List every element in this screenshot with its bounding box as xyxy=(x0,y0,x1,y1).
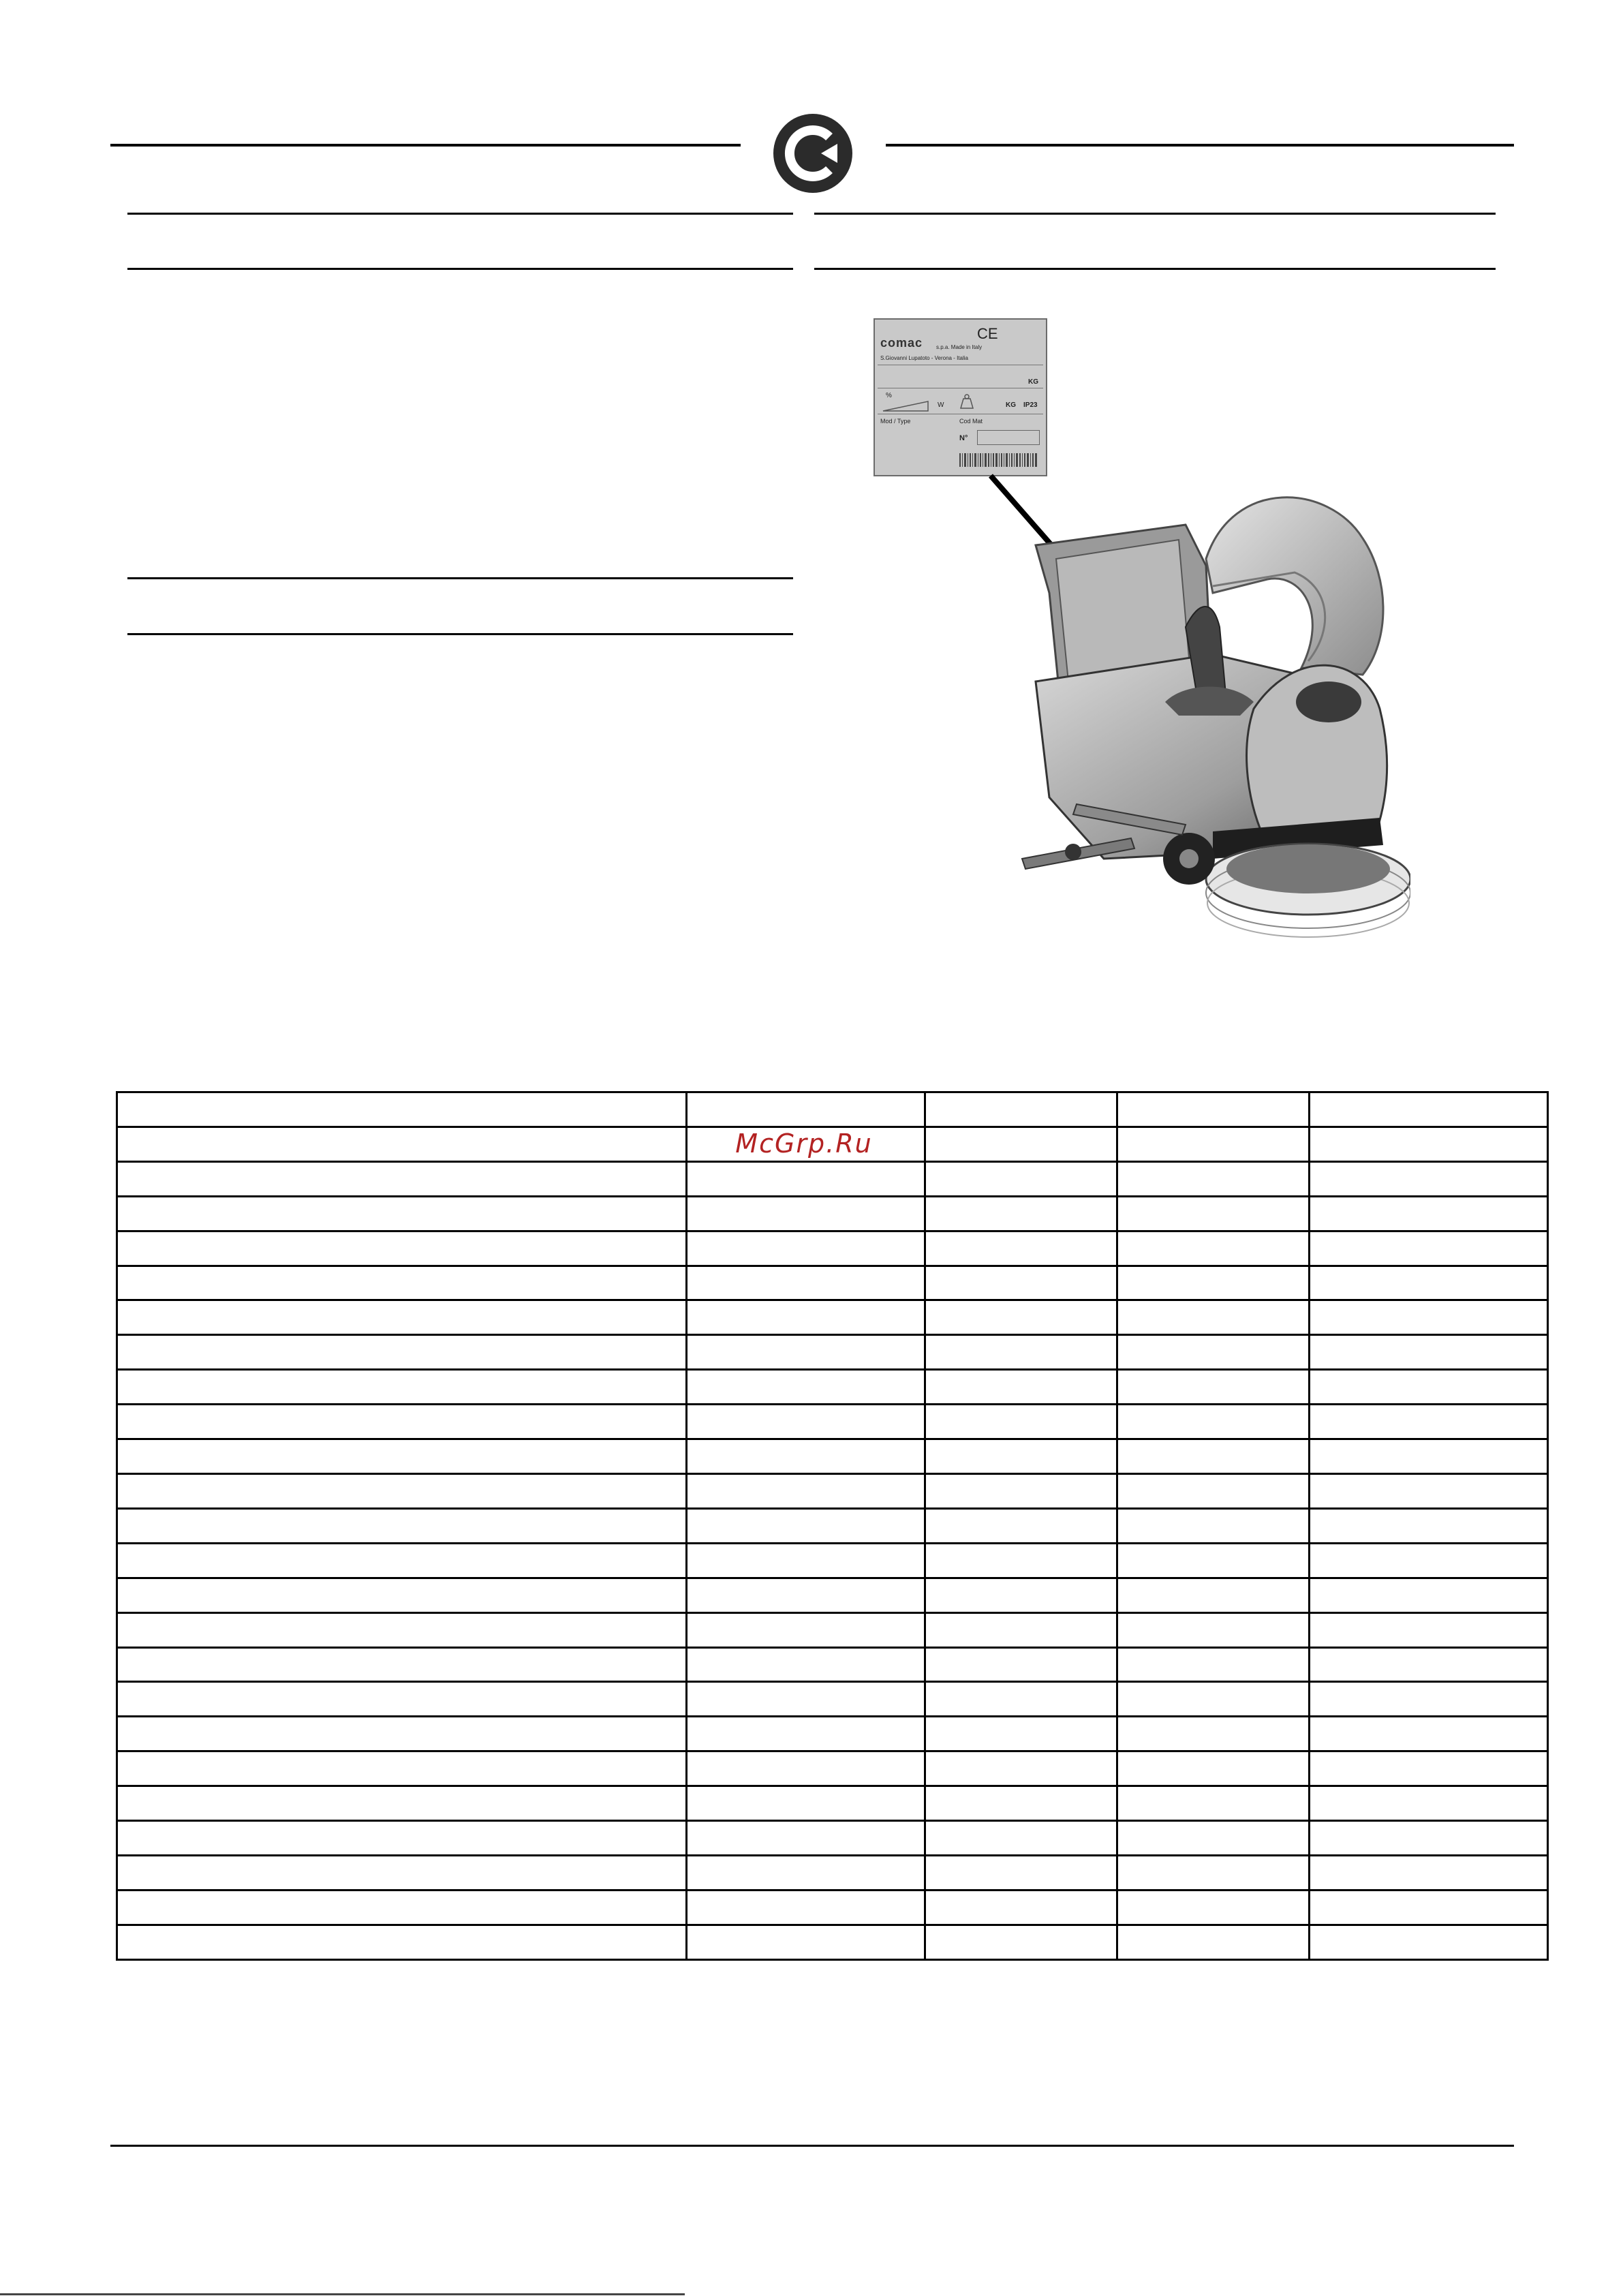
table-cell xyxy=(1310,1405,1548,1439)
section-3-bottom-rule xyxy=(814,268,1496,270)
table-cell xyxy=(1310,1161,1548,1196)
table-cell xyxy=(1310,1543,1548,1578)
table-cell xyxy=(925,1127,1117,1161)
table-cell xyxy=(687,1266,925,1300)
plate-kg-2: KG xyxy=(1006,401,1016,409)
table-cell xyxy=(687,1508,925,1543)
table-row xyxy=(117,1161,1548,1196)
table-cell xyxy=(1117,1508,1310,1543)
table-cell xyxy=(1310,1751,1548,1786)
table-row xyxy=(117,1647,1548,1682)
table-cell xyxy=(1117,1092,1310,1127)
table-cell xyxy=(925,1717,1117,1751)
table-cell xyxy=(1117,1405,1310,1439)
table-cell xyxy=(1117,1612,1310,1647)
table-cell xyxy=(117,1682,687,1717)
table-cell xyxy=(1310,1855,1548,1890)
table-cell xyxy=(925,1855,1117,1890)
table-cell xyxy=(925,1231,1117,1266)
table-cell xyxy=(1117,1647,1310,1682)
table-cell xyxy=(1117,1231,1310,1266)
table-cell xyxy=(925,1890,1117,1925)
table-cell xyxy=(687,1092,925,1127)
plate-model: Mod / Type xyxy=(880,418,911,425)
table-row xyxy=(117,1439,1548,1474)
table-cell xyxy=(925,1751,1117,1786)
table-cell xyxy=(687,1855,925,1890)
section-1-top-rule xyxy=(127,213,793,215)
table-cell xyxy=(1117,1543,1310,1578)
table-cell xyxy=(1310,1370,1548,1405)
watermark: McGrp.Ru xyxy=(735,1129,873,1159)
table-cell xyxy=(117,1335,687,1370)
table-cell xyxy=(117,1647,687,1682)
table-cell xyxy=(117,1821,687,1856)
section-3-top-rule xyxy=(814,213,1496,215)
plate-made-in: s.p.a. Made in Italy xyxy=(936,344,983,350)
table-row xyxy=(117,1890,1548,1925)
table-cell xyxy=(1310,1890,1548,1925)
table-cell xyxy=(687,1196,925,1231)
table-cell xyxy=(687,1543,925,1578)
slope-icon xyxy=(882,400,929,412)
footer-rule xyxy=(110,2145,1514,2147)
table-cell xyxy=(925,1473,1117,1508)
table-cell xyxy=(925,1821,1117,1856)
table-cell xyxy=(925,1647,1117,1682)
table-cell xyxy=(117,1612,687,1647)
table-cell xyxy=(1310,1231,1548,1266)
table-row xyxy=(117,1786,1548,1821)
table-cell xyxy=(687,1335,925,1370)
table-cell xyxy=(1117,1578,1310,1612)
table-cell xyxy=(925,1612,1117,1647)
plate-code: Cod Mat xyxy=(959,418,983,425)
comac-c-logo-icon xyxy=(772,112,854,194)
floor-scrubber-machine-illustration xyxy=(1008,477,1410,940)
table-cell xyxy=(687,1370,925,1405)
table-cell xyxy=(1310,1335,1548,1370)
table-cell xyxy=(687,1786,925,1821)
table-cell xyxy=(1310,1266,1548,1300)
table-cell xyxy=(925,1335,1117,1370)
table-row xyxy=(117,1543,1548,1578)
table-row xyxy=(117,1717,1548,1751)
table-cell xyxy=(925,1405,1117,1439)
plate-w: W xyxy=(938,401,944,409)
table-row xyxy=(117,1855,1548,1890)
plate-number: N° xyxy=(959,434,968,442)
section-2-top-rule xyxy=(127,577,793,579)
table-cell xyxy=(687,1405,925,1439)
table-cell xyxy=(1117,1786,1310,1821)
table-row xyxy=(117,1127,1548,1161)
header-rule-right xyxy=(886,144,1514,147)
plate-ip: IP23 xyxy=(1023,401,1038,409)
table-cell xyxy=(117,1751,687,1786)
table-cell xyxy=(1310,1612,1548,1647)
table-cell xyxy=(687,1127,925,1161)
table-cell xyxy=(925,1370,1117,1405)
table-cell xyxy=(117,1717,687,1751)
table-cell xyxy=(925,1925,1117,1959)
table-cell xyxy=(1117,1717,1310,1751)
table-cell xyxy=(117,1508,687,1543)
table-cell xyxy=(1117,1682,1310,1717)
table-cell xyxy=(1117,1335,1310,1370)
table-cell xyxy=(925,1543,1117,1578)
table-row xyxy=(117,1751,1548,1786)
table-row xyxy=(117,1473,1548,1508)
table-row xyxy=(117,1335,1548,1370)
table-row xyxy=(117,1300,1548,1335)
table-cell xyxy=(117,1231,687,1266)
table-cell xyxy=(687,1717,925,1751)
table-cell xyxy=(925,1786,1117,1821)
table-cell xyxy=(1310,1473,1548,1508)
table-cell xyxy=(687,1161,925,1196)
table-cell xyxy=(1117,1266,1310,1300)
table-cell xyxy=(687,1821,925,1856)
table-cell xyxy=(117,1300,687,1335)
weight-icon xyxy=(959,393,974,410)
table-cell xyxy=(925,1439,1117,1474)
table-cell xyxy=(925,1578,1117,1612)
table-cell xyxy=(117,1161,687,1196)
table-row xyxy=(117,1370,1548,1405)
table-cell xyxy=(1117,1196,1310,1231)
table-cell xyxy=(925,1092,1117,1127)
table-cell xyxy=(1117,1127,1310,1161)
table-row xyxy=(117,1612,1548,1647)
table-cell xyxy=(687,1439,925,1474)
table-cell xyxy=(925,1300,1117,1335)
table-cell xyxy=(117,1543,687,1578)
table-row xyxy=(117,1092,1548,1127)
table-row xyxy=(117,1196,1548,1231)
table-row xyxy=(117,1682,1548,1717)
table-cell xyxy=(117,1196,687,1231)
table-cell xyxy=(117,1370,687,1405)
table-cell xyxy=(925,1196,1117,1231)
table-cell xyxy=(925,1508,1117,1543)
plate-percent: % xyxy=(886,392,892,399)
barcode-icon xyxy=(959,453,1040,467)
plate-brand: comac xyxy=(880,336,923,350)
table-cell xyxy=(687,1751,925,1786)
table-cell xyxy=(117,1439,687,1474)
table-cell xyxy=(687,1612,925,1647)
table-cell xyxy=(1117,1751,1310,1786)
table-cell xyxy=(1117,1161,1310,1196)
table-cell xyxy=(117,1092,687,1127)
table-row xyxy=(117,1578,1548,1612)
table-cell xyxy=(1310,1786,1548,1821)
table-cell xyxy=(117,1855,687,1890)
section-1-bottom-rule xyxy=(127,268,793,270)
table-cell xyxy=(1117,1370,1310,1405)
table-cell xyxy=(117,1473,687,1508)
serial-box xyxy=(977,430,1040,445)
table-row xyxy=(117,1925,1548,1959)
table-cell xyxy=(1310,1439,1548,1474)
table-cell xyxy=(687,1682,925,1717)
table-cell xyxy=(1310,1300,1548,1335)
table-row xyxy=(117,1266,1548,1300)
table-cell xyxy=(1117,1439,1310,1474)
table-cell xyxy=(925,1682,1117,1717)
table-cell xyxy=(117,1786,687,1821)
ce-mark: CE xyxy=(977,325,998,342)
table-cell xyxy=(1310,1196,1548,1231)
table-cell xyxy=(1117,1821,1310,1856)
table-cell xyxy=(687,1890,925,1925)
plate-address: S.Giovanni Lupatoto - Verona - Italia xyxy=(880,355,968,361)
table-cell xyxy=(925,1161,1117,1196)
table-cell xyxy=(117,1890,687,1925)
table-cell xyxy=(1310,1578,1548,1612)
table-cell xyxy=(1310,1821,1548,1856)
table-row xyxy=(117,1821,1548,1856)
table-cell xyxy=(1117,1855,1310,1890)
spec-table xyxy=(116,1091,1549,1961)
table-cell xyxy=(687,1473,925,1508)
table-cell xyxy=(687,1647,925,1682)
table-cell xyxy=(117,1405,687,1439)
table-cell xyxy=(1310,1092,1548,1127)
table-cell xyxy=(687,1231,925,1266)
table-cell xyxy=(1310,1127,1548,1161)
table-row xyxy=(117,1508,1548,1543)
rating-plate xyxy=(874,318,1047,476)
table-cell xyxy=(1117,1300,1310,1335)
table-cell xyxy=(1310,1647,1548,1682)
section-2-bottom-rule xyxy=(127,633,793,635)
table-cell xyxy=(117,1578,687,1612)
table-cell xyxy=(925,1266,1117,1300)
page-bottom-edge xyxy=(0,2293,685,2295)
plate-kg-1: KG xyxy=(1028,378,1038,386)
table-row xyxy=(117,1405,1548,1439)
table-cell xyxy=(1117,1890,1310,1925)
table-cell xyxy=(117,1266,687,1300)
table-cell xyxy=(1310,1925,1548,1959)
table-cell xyxy=(1117,1925,1310,1959)
table-cell xyxy=(687,1925,925,1959)
table-cell xyxy=(1117,1473,1310,1508)
table-row xyxy=(117,1231,1548,1266)
table-cell xyxy=(687,1578,925,1612)
table-cell xyxy=(687,1300,925,1335)
table-cell xyxy=(117,1925,687,1959)
table-cell xyxy=(1310,1508,1548,1543)
header-rule-left xyxy=(110,144,741,147)
table-cell xyxy=(1310,1717,1548,1751)
table-cell xyxy=(1310,1682,1548,1717)
table-cell xyxy=(117,1127,687,1161)
